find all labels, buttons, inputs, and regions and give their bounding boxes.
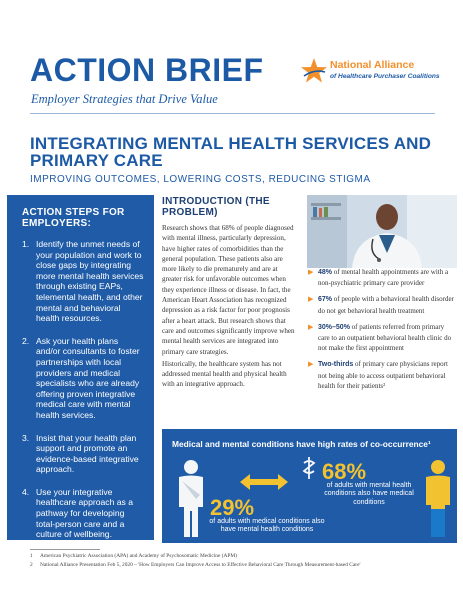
statistic-text: of people with a behavioral health disorder do not get behavioral health treatment	[318, 295, 454, 315]
doctor-illustration	[307, 195, 457, 268]
intro-paragraph: Historically, the healthcare system has not addressed mental health and physical health with an integrative approach.	[162, 359, 287, 389]
co-occurrence-infographic	[162, 429, 457, 543]
stat-29-value: 29%	[210, 495, 255, 520]
arrow-bullet-icon: ▶	[308, 268, 314, 276]
arrow-bullet-icon: ▶	[308, 360, 314, 369]
statistic-text: of patients referred from primary care to an outpatient behavioral health clinic do not make the first appointment	[318, 322, 452, 353]
step-text: Use your integrative healthcare approach as a pathway for developing total-person care and a culture of wellbeing.	[36, 486, 133, 540]
page-title: ACTION BRIEF	[30, 52, 264, 88]
organization-logo	[300, 57, 450, 87]
intro-paragraph: Research shows that 68% of people diagnosed with mental illness, particularly depression, have higher rates of comorbidities than the general population. These patients also are more likely to die prematurely and are at greater risk for unfavorable outcomes when they experience illness or disease. In fact, the American Heart Association has recognized depression as a risk factor for poor prognosis after a heart attack. But research shows that care and outcomes significantly improve when mental health services are integrated into primary care strategies.	[162, 224, 295, 356]
double-arrow-icon	[240, 474, 288, 490]
stat-68-text: of adults with mental health conditions also have medical conditions	[324, 482, 414, 506]
action-steps-list	[22, 239, 144, 540]
statistics-list	[308, 267, 456, 397]
footnote-number: 1	[30, 553, 33, 559]
star-logo-icon	[300, 57, 328, 85]
intro-heading: INTRODUCTION (THE PROBLEM)	[162, 196, 270, 218]
introduction-section	[162, 196, 299, 392]
statistic-value: Two-thirds	[318, 361, 354, 369]
footnote-number: 2	[30, 562, 33, 568]
action-step	[22, 239, 144, 324]
footnote	[30, 562, 360, 568]
stat-68-value: 68%	[322, 459, 367, 484]
person-icon	[176, 459, 206, 539]
statistic-item	[308, 267, 456, 288]
doctor-photo	[307, 195, 457, 268]
step-number: 2.	[22, 335, 30, 346]
statistic-text: of mental health appointments are with a non-psychiatric primary care provider	[318, 268, 449, 288]
medical-cross-icon	[299, 457, 319, 479]
article-subheadline: IMPROVING OUTCOMES, LOWERING COSTS, REDUCING STIGMA	[30, 174, 371, 185]
step-text: Ask your health plans and/or consultants to foster partnerships with local providers and medical specialists who are already offering proven integrative medical care with mental health services.	[36, 335, 140, 420]
person-icon	[424, 459, 452, 539]
statistic-text: of primary care physicians report not being able to access outpatient behavioral health for their patients²	[318, 360, 448, 390]
sidebar-heading: ACTION STEPS FOR EMPLOYERS:	[22, 207, 125, 229]
logo-tagline: of Healthcare Purchaser Coalitions	[330, 73, 440, 80]
statistic-item	[308, 322, 456, 354]
statistic-value: 48%	[318, 269, 333, 276]
action-steps-sidebar	[7, 195, 154, 540]
action-step	[22, 487, 144, 540]
statistic-value: 30%–50%	[318, 323, 350, 331]
statistic-item	[308, 294, 456, 315]
action-step	[22, 336, 144, 421]
arrow-bullet-icon: ▶	[308, 295, 314, 304]
header-divider	[30, 113, 435, 114]
article-headline: INTEGRATING MENTAL HEALTH SERVICES AND PRIMARY CARE	[30, 134, 432, 170]
step-number: 4.	[22, 486, 30, 497]
step-text: Insist that your health plan support and promote an evidence-based integrative approach.	[36, 432, 139, 475]
action-step	[22, 433, 144, 475]
footnote	[30, 553, 237, 559]
step-number: 3.	[22, 432, 30, 443]
step-number: 1.	[22, 239, 30, 249]
footnote-text: National Alliance Presentation Feb 5, 2020 – 'How Employers Can Improve Access to Effective Behavioral Care Through Measurement-based Care'	[40, 562, 361, 568]
arrow-bullet-icon: ▶	[308, 322, 314, 331]
stat-29-text: of adults with medical conditions also have mental health conditions	[209, 518, 325, 534]
footnote-divider	[30, 549, 100, 550]
page-subtitle: Employer Strategies that Drive Value	[31, 92, 218, 106]
infographic-heading: Medical and mental conditions have high rates of co-occurrence¹	[172, 439, 431, 449]
step-text: Identify the unmet needs of your population and work to close gaps by integrating more mental health services through existing EAPs, telemental health, and other mental and behavioral health resources.	[36, 239, 144, 324]
statistic-value: 67%	[318, 296, 333, 304]
footnote-text: American Psychiatric Association (APA) and Academy of Psychosomatic Medicine (APM)	[40, 553, 237, 559]
statistic-item	[308, 359, 456, 391]
logo-name: National Alliance	[330, 59, 415, 71]
